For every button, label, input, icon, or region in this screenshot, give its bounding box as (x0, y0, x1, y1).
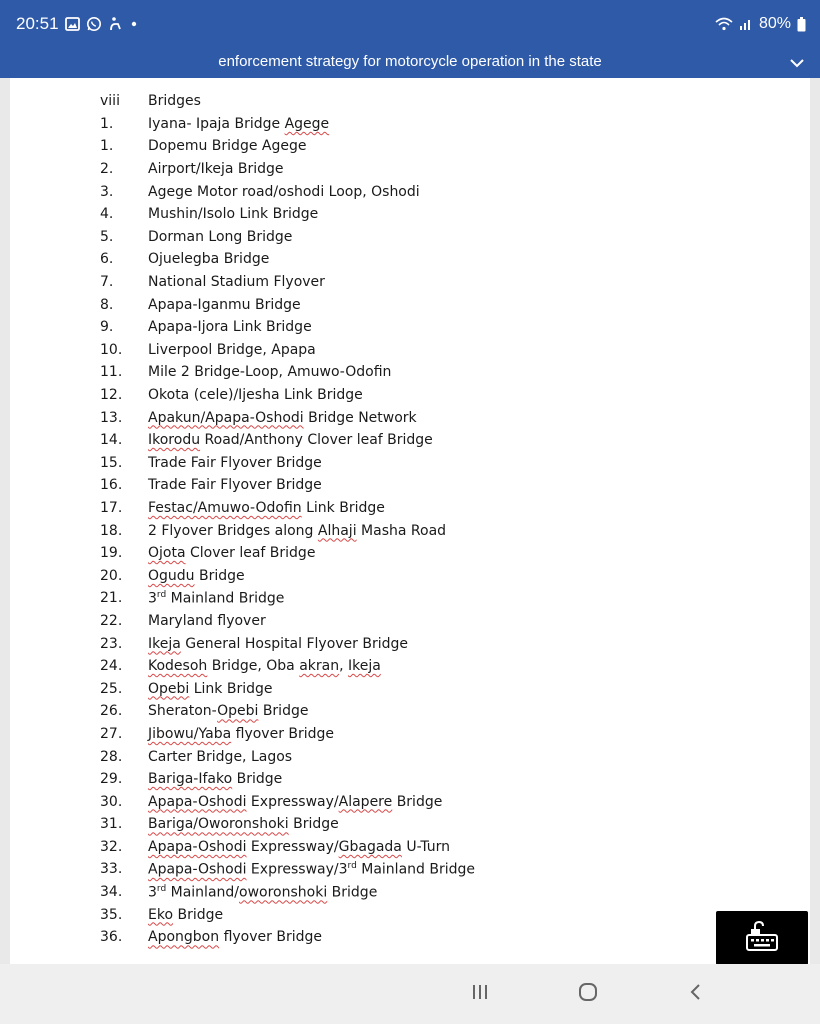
text-run: Link Bridge (301, 499, 385, 516)
recent-apps-icon (470, 982, 490, 1007)
list-item-number: 19. (100, 545, 123, 562)
list-item-text (148, 681, 273, 697)
list-item-text (148, 410, 417, 426)
text-run: Agege Motor road/oshodi Loop, Oshodi (148, 183, 420, 200)
text-run: 2 Flyover Bridges along (148, 522, 318, 539)
list-item (10, 723, 810, 746)
spellcheck-word: Alhaji (317, 522, 357, 539)
text-run: Bridge (173, 906, 224, 923)
keyboard-lock-icon (744, 921, 780, 956)
text-run: National Stadium Flyover (148, 274, 325, 291)
list-item-number: 15. (100, 454, 123, 471)
spellcheck-word: Ogudu (148, 567, 195, 584)
list-item (10, 587, 810, 610)
text-run: Sheraton- (148, 703, 218, 720)
list-item-number: 34. (100, 884, 123, 901)
list-item-text (148, 319, 312, 335)
list-item-text (148, 884, 377, 901)
list-item-number: 32. (100, 838, 123, 855)
list-item-number: 14. (100, 432, 123, 449)
text-run: Dorman Long Bridge (148, 228, 293, 245)
text-run: 3 (148, 590, 157, 607)
status-time: 20:51 (16, 14, 59, 33)
list-item-number: 9. (100, 319, 114, 336)
text-run: Clover leaf Bridge (185, 545, 316, 562)
list-item (10, 858, 810, 881)
list-item (10, 677, 810, 700)
list-item-text (148, 568, 245, 584)
text-run: Bridge, Oba (207, 658, 300, 675)
list-item (10, 180, 810, 203)
list-item (10, 564, 810, 587)
list-item-number: 6. (100, 251, 114, 268)
text-run: Bridge (232, 771, 283, 788)
list-item (10, 339, 810, 362)
text-run: General Hospital Flyover Bridge (180, 635, 409, 652)
text-run: Bridge (258, 703, 309, 720)
list-item-number: 5. (100, 228, 114, 245)
list-item (10, 113, 810, 136)
list-item-number: 8. (100, 296, 114, 313)
list-item-number: 28. (100, 748, 123, 765)
spellcheck-word: akran (299, 658, 340, 675)
list-item-number: 23. (100, 635, 123, 652)
list-item-text (148, 138, 306, 154)
list-item-number: 25. (100, 680, 123, 697)
list-item-number: 24. (100, 658, 123, 675)
text-run: Trade Fair Flyover Bridge (148, 477, 322, 494)
list-item-number: 31. (100, 816, 123, 833)
text-run: Trade Fair Flyover Bridge (148, 454, 322, 471)
list-item-text (148, 455, 322, 471)
list-item (10, 406, 810, 429)
recent-apps-button[interactable] (460, 980, 500, 1008)
text-run: Mushin/Isolo Link Bridge (148, 206, 319, 223)
list-item-text (148, 839, 450, 855)
wifi-icon (715, 17, 733, 31)
list-item-text (148, 184, 420, 200)
list-item (10, 632, 810, 655)
text-run: Bridge Network (303, 409, 417, 426)
text-run: Road/Anthony Clover leaf Bridge (200, 432, 433, 449)
list-item (10, 790, 810, 813)
list-item (10, 248, 810, 271)
text-run: Bridge (194, 567, 245, 584)
status-left (16, 13, 138, 35)
chevron-down-icon[interactable] (788, 54, 806, 72)
list-item-text (148, 274, 325, 290)
text-run: Okota (cele)/Ijesha Link Bridge (148, 387, 363, 404)
list-item (10, 203, 810, 226)
list-item-number: 35. (100, 906, 123, 923)
list-item (10, 293, 810, 316)
list-item (10, 519, 810, 542)
text-run: Mainland/ (166, 884, 240, 901)
list-item (10, 836, 810, 859)
keyboard-toggle-button[interactable] (716, 911, 808, 965)
list-heading-text: Bridges (148, 93, 201, 110)
list-item (10, 700, 810, 723)
list-item-text (148, 771, 282, 787)
spellcheck-word: Eko (148, 906, 174, 923)
accessibility-icon (108, 16, 124, 32)
list-item-text (148, 749, 292, 765)
text-run: Liverpool Bridge, Apapa (148, 341, 316, 358)
list-item (10, 452, 810, 475)
list-item-text (148, 545, 315, 561)
list-item (10, 497, 810, 520)
list-item-number: 20. (100, 567, 123, 584)
document-title: enforcement strategy for motorcycle operation in the state (218, 53, 602, 70)
superscript-text: rd (156, 590, 167, 601)
text-run: Maryland flyover (148, 612, 266, 629)
spellcheck-word: Ikeja (348, 658, 381, 675)
list-item-number: 10. (100, 341, 123, 358)
list-item-text (148, 613, 266, 629)
list-item-text (148, 342, 316, 358)
list-heading-num: viii (100, 93, 120, 110)
spellcheck-word: Bariga/Oworonshoki (148, 816, 289, 833)
gallery-icon (65, 17, 80, 31)
list-item-text (148, 432, 433, 448)
document-title-bar (0, 48, 820, 78)
navigation-bar (0, 964, 820, 1024)
text-run: Carter Bridge, Lagos (148, 748, 293, 765)
list-item-text (148, 523, 446, 539)
text-run: Bridge (392, 793, 443, 810)
list-item-text (148, 251, 269, 267)
list-item-text (148, 861, 475, 878)
spellcheck-word: Ojota (148, 545, 186, 562)
text-run: , (339, 658, 349, 675)
spellcheck-word: Ikeja (148, 635, 181, 652)
list-item-number: 12. (100, 387, 123, 404)
list-heading (10, 90, 810, 113)
list-item-number: 4. (100, 206, 114, 223)
text-run: flyover Bridge (231, 725, 335, 742)
spellcheck-word: Jibowu/Yaba (148, 725, 232, 742)
spellcheck-word: oworonshoki (239, 884, 328, 901)
text-run: Mainland Bridge (166, 590, 285, 607)
list-item-text (148, 477, 322, 493)
list-item (10, 542, 810, 565)
list-item-number: 33. (100, 861, 123, 878)
text-run: Bridge (327, 884, 378, 901)
list-item-text (148, 116, 329, 132)
spellcheck-word: Apapa-Oshodi (148, 861, 247, 878)
list-item-number: 22. (100, 612, 123, 629)
list-item (10, 384, 810, 407)
list-item-number: 13. (100, 409, 123, 426)
text-run: Airport/Ikeja Bridge (148, 161, 284, 178)
list-item-text (148, 907, 223, 923)
list-item-number: 36. (100, 929, 123, 946)
list-item (10, 881, 810, 904)
home-button[interactable] (568, 980, 608, 1008)
spellcheck-word: Ikorodu (148, 432, 201, 449)
list-item-number: 2. (100, 161, 114, 178)
list-item (10, 903, 810, 926)
spellcheck-word: Agege (284, 115, 330, 132)
list-item (10, 610, 810, 633)
text-run: Bridge (288, 816, 339, 833)
bridge-list (10, 90, 810, 949)
list-item-text (148, 703, 308, 719)
spellcheck-word: Gbagada (338, 838, 402, 855)
text-run: Iyana- Ipaja Bridge (148, 115, 285, 132)
list-item-text (148, 726, 334, 742)
spellcheck-word: Apongbon (148, 929, 220, 946)
spellcheck-word: Opebi (217, 703, 259, 720)
list-item (10, 226, 810, 249)
status-right (715, 13, 806, 35)
list-item-number: 27. (100, 725, 123, 742)
list-item-text (148, 161, 284, 177)
text-run: Masha Road (356, 522, 447, 539)
text-run: flyover Bridge (219, 929, 322, 946)
back-icon (686, 982, 706, 1007)
list-item (10, 429, 810, 452)
list-item (10, 361, 810, 384)
text-run: Link Bridge (189, 680, 273, 697)
list-item-text (148, 816, 339, 832)
list-item (10, 655, 810, 678)
spellcheck-word: Apakun/Apapa-Oshodi (148, 409, 304, 426)
list-item-text (148, 658, 381, 674)
list-item-number: 7. (100, 274, 114, 291)
list-item-number: 18. (100, 522, 123, 539)
list-item-number: 26. (100, 703, 123, 720)
list-item-text (148, 929, 322, 945)
status-bar (0, 0, 820, 48)
list-item (10, 316, 810, 339)
spellcheck-word: Alapere (338, 793, 393, 810)
list-item-text (148, 387, 363, 403)
text-run: Dopemu Bridge Agege (148, 138, 307, 155)
back-button[interactable] (676, 980, 716, 1008)
spellcheck-word: Festac/Amuwo-Odofin (148, 499, 302, 516)
text-run: Apapa-Ijora Link Bridge (148, 319, 312, 336)
signal-icon (739, 17, 753, 31)
text-run: Mainland Bridge (356, 861, 475, 878)
list-item-number: 21. (100, 590, 123, 607)
text-run: Expressway/ (246, 838, 339, 855)
list-item-text (148, 206, 318, 222)
list-item-number: 30. (100, 793, 123, 810)
spellcheck-word: Apapa-Oshodi (148, 793, 247, 810)
list-item-text (148, 297, 301, 313)
list-item (10, 271, 810, 294)
list-item-number: 17. (100, 499, 123, 516)
text-run: Expressway/ (246, 793, 339, 810)
text-run: Ojuelegba Bridge (148, 251, 270, 268)
text-run: Mile 2 Bridge-Loop, Amuwo-Odofin (148, 364, 392, 381)
list-item-number: 1. (100, 115, 114, 132)
list-item (10, 813, 810, 836)
dot-icon (130, 20, 138, 28)
list-item-text (148, 794, 442, 810)
list-item (10, 474, 810, 497)
spellcheck-word: Bariga-Ifako (148, 771, 233, 788)
text-run: 3 (148, 884, 157, 901)
document-page (10, 78, 810, 964)
text-run: Expressway/3 (246, 861, 348, 878)
battery-icon (797, 17, 806, 32)
superscript-text: rd (347, 861, 357, 872)
list-item-text (148, 636, 408, 652)
whatsapp-icon (86, 16, 102, 32)
list-item (10, 135, 810, 158)
text-run: U-Turn (401, 838, 451, 855)
text-run: Apapa-Iganmu Bridge (148, 296, 301, 313)
spellcheck-word: Opebi (148, 680, 190, 697)
list-item-text (148, 590, 284, 607)
list-item-number: 3. (100, 183, 114, 200)
list-item-number: 1. (100, 138, 114, 155)
spellcheck-word: Kodesoh (148, 658, 208, 675)
list-item (10, 926, 810, 949)
list-item-text (148, 364, 391, 380)
spellcheck-word: Apapa-Oshodi (148, 838, 247, 855)
list-item-number: 11. (100, 364, 123, 381)
list-item (10, 158, 810, 181)
list-item-number: 29. (100, 771, 123, 788)
battery-percent: 80% (758, 15, 791, 32)
list-item-text (148, 500, 385, 516)
list-item-text (148, 229, 292, 245)
home-icon (577, 981, 599, 1008)
list-item (10, 768, 810, 791)
superscript-text: rd (156, 883, 167, 894)
list-item (10, 745, 810, 768)
list-item-number: 16. (100, 477, 123, 494)
